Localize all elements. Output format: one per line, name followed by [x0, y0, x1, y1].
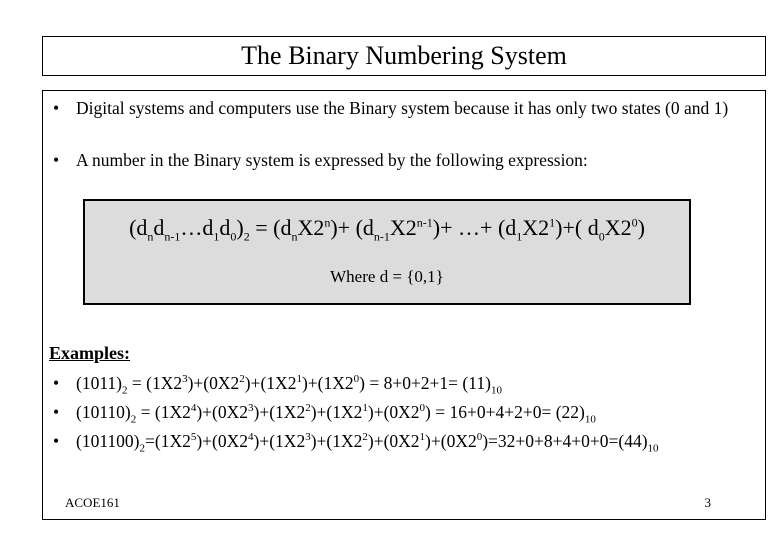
bullet-text: A number in the Binary system is expressed by the following expression: [76, 150, 588, 170]
bullet-text: Digital systems and computers use the Binary system because it has only two states (0 and 1) [76, 98, 729, 118]
slide-title: The Binary Numbering System [42, 36, 766, 76]
bullet-dot: • [53, 373, 60, 393]
example-expression: $(10110)_2 = (1X2^4)+(0X2^3)+(1X2^2)+(1X2^1)+(0X2^0) = 16+0+4+2+0= (22)_{10}$ [76, 402, 596, 426]
binary-expression: $(d_nd_{n-1}\dots d_1d_0)_2 = (d_nX2^n)+ (d_{n-1}X2^{n-1})+$ …+ $(d_1X2^1)+$( $d_0X2^0$) [129, 215, 645, 244]
bullet-dot: • [53, 98, 60, 118]
example-item [53, 373, 759, 397]
bullet-dot: • [53, 402, 60, 422]
bullet-dot: • [53, 431, 60, 451]
where-clause: Where d = {0,1} [330, 267, 444, 286]
formula-box [83, 199, 691, 305]
examples-heading: Examples: [49, 343, 130, 363]
example-item [53, 431, 759, 455]
example-item [53, 402, 759, 426]
bullet-dot: • [53, 150, 60, 170]
example-expression: $(101100)_2=(1X2^5)+(0X2^4)+(1X2^3)+(1X2^2)+(0X2^1)+(0X2^0)=32+0+8+4+0+0=(44)_{10}$ [76, 431, 659, 455]
footer-page-number: 3 [704, 495, 711, 510]
example-expression: $(1011)_2 = (1X2^3)+(0X2^2)+(1X2^1)+(1X2^0) = 8+0+2+1= (11)_{10}$ [76, 373, 502, 397]
content-box [42, 90, 766, 520]
bullet-item [53, 149, 755, 172]
footer-course: ACOE161 [65, 495, 120, 510]
bullet-item [53, 97, 755, 120]
